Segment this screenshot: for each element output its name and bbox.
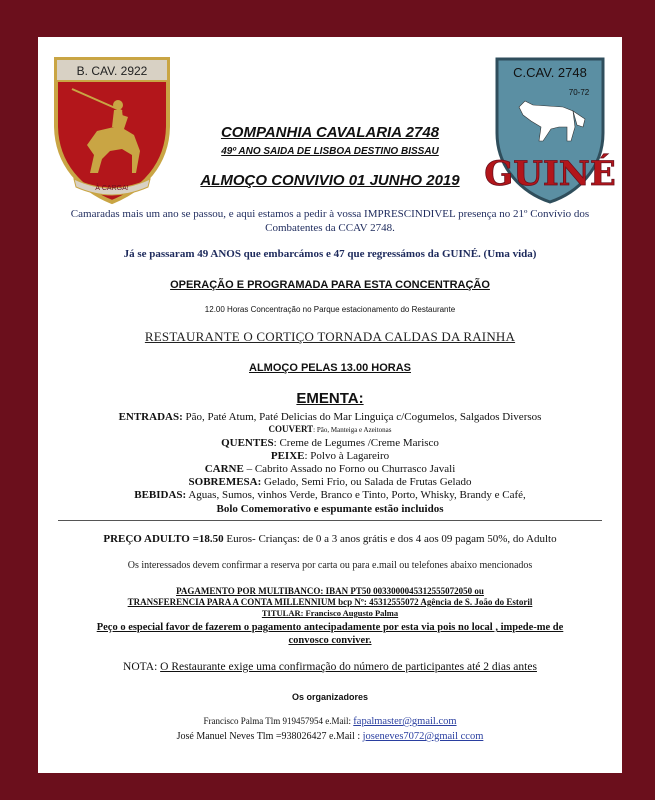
flyer-page [38, 37, 622, 773]
company-title: COMPANHIA CAVALARIA 2748 [220, 124, 440, 141]
intro-paragraph: Camaradas mais um ano se passou, e aqui estamos a pedir à vossa IMPRESCINDIVEL presença no 21º Convívio dos Combatentes da CCAV 2748. [70, 208, 590, 234]
menu-carne-text: – Cabrito Assado no Forno ou Churrasco Javali [243, 463, 456, 475]
left-badge-label: B. CAV. 2922 [76, 64, 148, 78]
menu-entradas-label: ENTRADAS: [118, 411, 183, 423]
right-badge-label: C.CAV. 2748 [513, 65, 587, 80]
nota-text: O Restaurante exige uma confirmação do número de participantes até 2 dias antes [160, 661, 537, 673]
menu-bebidas-text: Aguas, Sumos, vinhos Verde, Branco e Tinto, Porto, Whisky, Brandy e Café, [186, 489, 526, 501]
payment-request: Peço o especial favor de fazerem o pagamento antecipadamente por esta via pois no local , impede-me de convosco conviver. [96, 622, 564, 646]
left-badge-motto: À CARGA! [95, 185, 129, 192]
menu-peixe-label: PEIXE [270, 450, 305, 462]
anniversary-subtitle: 49º ANO SAIDA DE LISBOA DESTINO BISSAU [221, 146, 439, 157]
contact-1-text: Francisco Palma Tlm 919457954 e.Mail: [203, 716, 354, 726]
contact-2-email-link[interactable]: joseneves7072@gmail ccom [362, 731, 484, 742]
menu-couvert [38, 423, 622, 437]
contact-1-email-link[interactable]: fapalmaster@gmail.com [353, 716, 457, 727]
nota-label: NOTA: [123, 661, 158, 673]
menu-carne [38, 463, 622, 476]
menu-bolo: Bolo Comemorativo e espumante estão incluidos [216, 503, 444, 515]
menu-peixe [38, 450, 622, 463]
payment-line-1: PAGAMENTO POR MULTIBANCO: IBAN PT50 0033000045312555072050 ou [176, 586, 484, 596]
restaurant-name: RESTAURANTE O CORTIÇO TORNADA CALDAS DA RAINHA [144, 329, 516, 344]
event-title: ALMOÇO CONVIVIO 01 JUNHO 2019 [200, 172, 460, 189]
right-badge-word: GUINÉ [484, 154, 616, 194]
contact-2-text: José Manuel Neves Tlm =938026427 e.Mail : [176, 731, 363, 742]
contact-2 [38, 731, 622, 742]
years-line: Já se passaram 49 ANOS que embarcámos e 47 que regressámos da GUINÉ. (Uma vida) [123, 248, 537, 260]
menu-heading: EMENTA: [296, 390, 364, 407]
reservation-note: Os interessados devem confirmar a reserva por carta ou para e.mail ou telefones abaixo mencionados [127, 560, 533, 571]
menu-couvert-label: COUVERT [268, 424, 314, 434]
menu-sobremesa [38, 476, 622, 489]
price-text: Euros- Crianças: de 0 a 3 anos grátis e dos 4 aos 09 pagam 50%, do Adulto [223, 533, 557, 545]
payment-line-2: TRANSFERENCIA PARA A CONTA MILLENNIUM bcp Nº: 45312555072 Agência de S. João do Estoril [127, 597, 533, 607]
price-label: PREÇO ADULTO =18.50 [103, 533, 224, 545]
menu-bebidas [38, 489, 622, 502]
menu-carne-label: CARNE [204, 463, 244, 475]
right-badge-years: 70-72 [568, 88, 590, 97]
menu-quentes [38, 437, 622, 450]
menu-couvert-text: : Pão, Manteiga e Azeitonas [313, 426, 392, 434]
menu-sobremesa-label: SOBREMESA: [188, 476, 262, 488]
nota-line [38, 661, 622, 673]
organizers-heading: Os organizadores [291, 692, 369, 702]
contact-1 [38, 716, 622, 727]
menu-quentes-label: QUENTES [221, 437, 274, 449]
menu-quentes-text: : Creme de Legumes /Creme Marisco [273, 437, 439, 449]
menu-sobremesa-text: Gelado, Semi Frio, ou Salada de Frutas Gelado [261, 476, 472, 488]
lunch-time: ALMOÇO PELAS 13.00 HORAS [249, 362, 411, 374]
menu-peixe-text: : Polvo à Lagareiro [304, 450, 390, 462]
divider [58, 520, 602, 521]
menu-entradas-text: Pão, Paté Atum, Paté Delicias do Mar Linguiça c/Cogumelos, Salgados Diversos [185, 411, 542, 423]
menu-bebidas-label: BEBIDAS: [134, 489, 187, 501]
payment-holder: TITULAR: Francisco Augusto Palma [261, 608, 399, 618]
price-line [38, 533, 622, 545]
operation-heading: OPERAÇÃO E PROGRAMADA PARA ESTA CONCENTRAÇÃO [170, 279, 490, 291]
concentration-line: 12.00 Horas Concentração no Parque estacionamento do Restaurante [204, 305, 456, 314]
